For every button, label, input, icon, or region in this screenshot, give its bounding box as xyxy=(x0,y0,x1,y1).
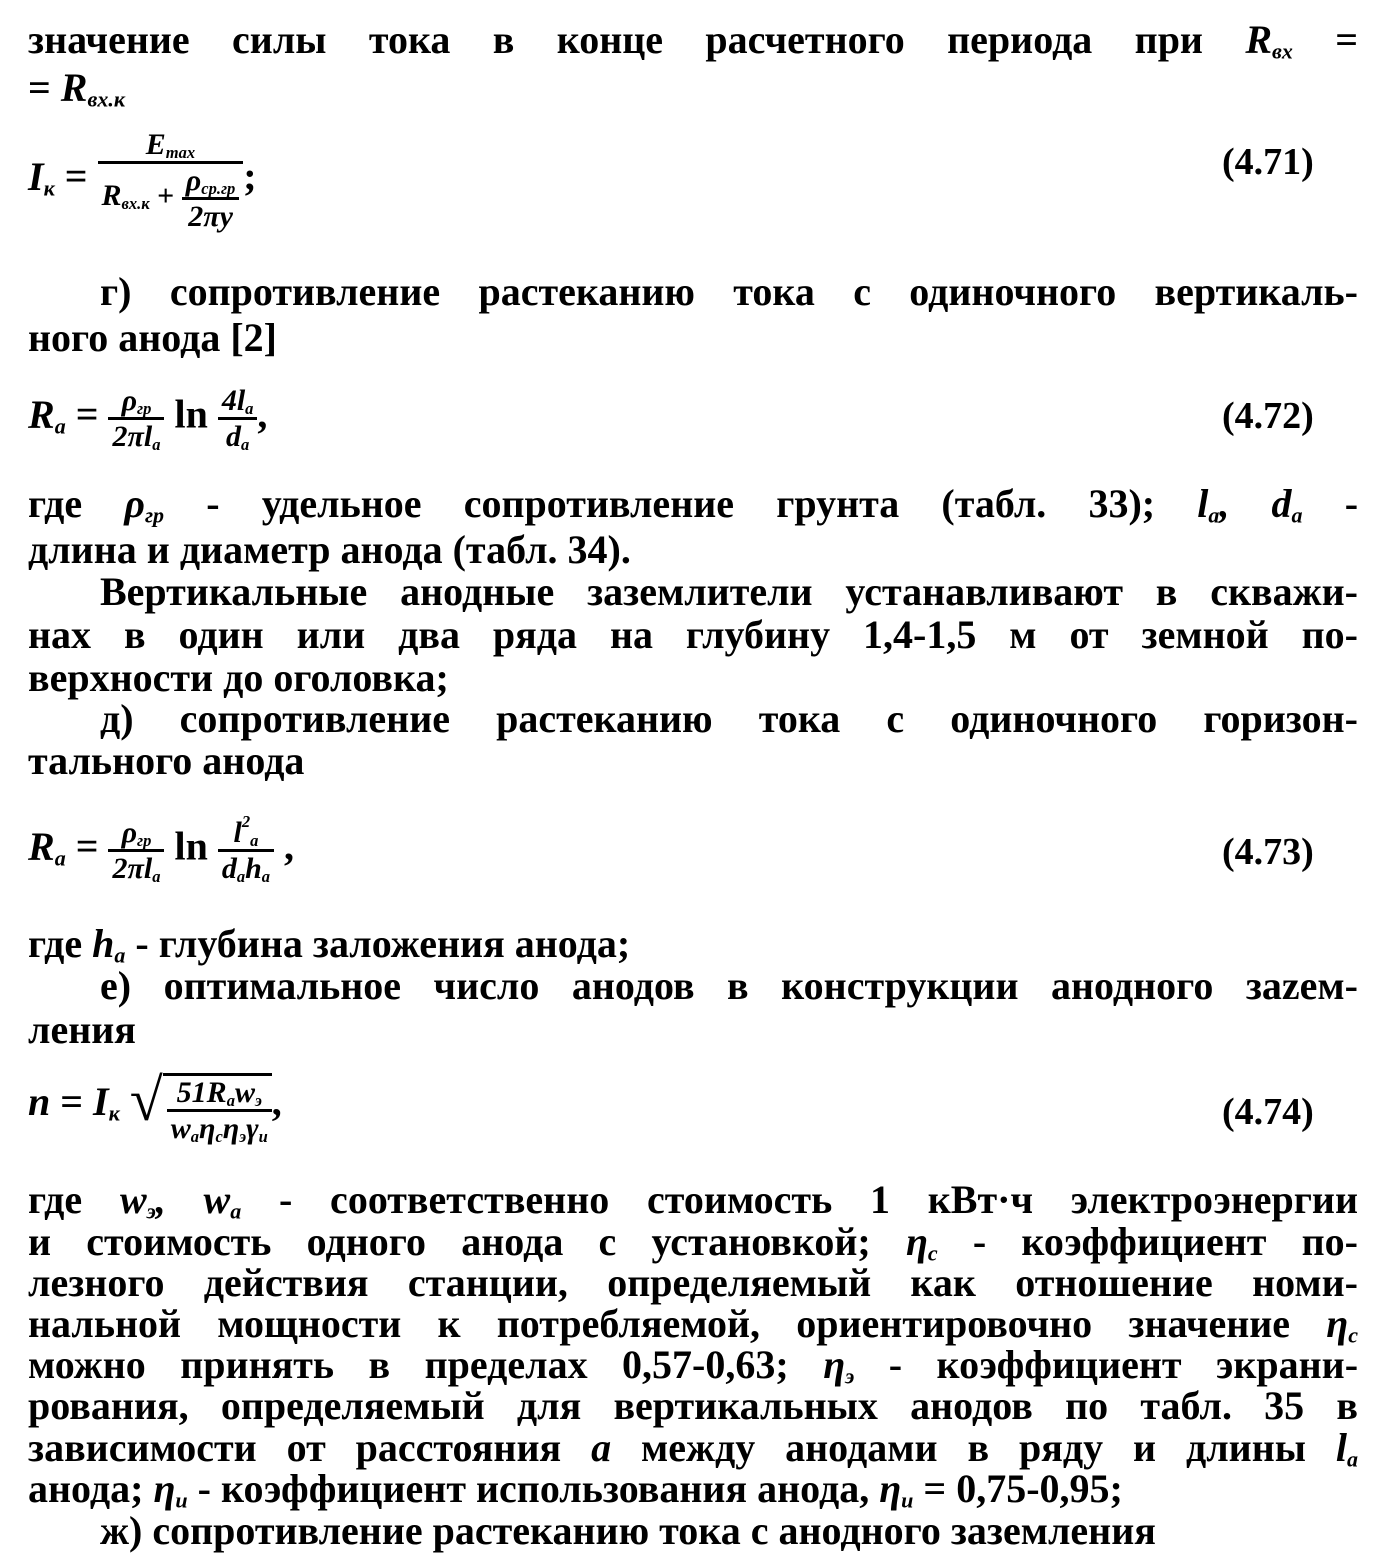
text-line: рования, определяемый для вертикальных анодов по табл. 35 в xyxy=(28,1383,1358,1428)
numerator: $E_{max}$ xyxy=(98,128,244,164)
text-line: где $w_э$, $w_а$ - соответственно стоимость 1 кВт·ч электроэнергии xyxy=(28,1177,1359,1224)
text-line: лезного действия станции, определяемый как отношение номи- xyxy=(28,1260,1358,1305)
text-line-2 xyxy=(28,66,1358,110)
sqrt-sign: √ $\frac{51R_аw_э}{w_а\eta_с\eta_э\gamma_и}$ xyxy=(130,1066,272,1145)
text-line: ления xyxy=(28,1007,136,1052)
equation-4-74: $n = I_к$ √ $\frac{51R_аw_э}{w_а\eta_с\eta_э\gamma_и}$ , xyxy=(28,1067,282,1147)
eq-lhs: $I_к$ xyxy=(28,153,55,201)
punct: ; xyxy=(243,153,257,199)
equation-4-71 xyxy=(28,128,257,233)
equation-number: (4.72) xyxy=(1222,395,1314,437)
equation-number: (4.71) xyxy=(1222,141,1314,183)
text-line: тального анода xyxy=(28,738,305,783)
text-line: е) оптимальное число анодов в конструкции анодного заzем- xyxy=(100,963,1358,1008)
text-line: длина и диаметр анода (табл. 34). xyxy=(28,527,631,572)
text-line: нальной мощности к потребляемой, ориентировочно значение $\eta_с$ xyxy=(28,1301,1359,1348)
text-line: где $\rho_{гр}$ - удельное сопротивление грунта (табл. 33); $l_а$, $d_а$ - xyxy=(28,481,1359,528)
text-line-1 xyxy=(28,18,1358,62)
text: значение силы тока в конце расчетного периода при xyxy=(28,17,1203,62)
text: = xyxy=(1335,17,1358,62)
text-line: и стоимость одного анода с установкой; $\eta_с$ - коэффициент по- xyxy=(28,1219,1358,1266)
fraction xyxy=(98,128,244,233)
symbol: $R_{вх}$ xyxy=(1245,17,1293,64)
fraction: $\frac{\rho_{гр}}{2\pi l_а}$ xyxy=(108,816,164,885)
text-line: ного анода [2] xyxy=(28,315,277,360)
fraction: $\frac{\rho_{гр}}{2\pi l_а}$ xyxy=(108,384,164,453)
text-line: нах в один или два ряда на глубину 1,4-1,5 м от земной по- xyxy=(28,612,1358,657)
fraction: $\frac{l^2_а}{d_аh_а}$ xyxy=(218,816,274,885)
text-line: Вертикальные анодные заземлители устанавливают в скважи- xyxy=(100,569,1358,614)
fraction: $\frac{51R_аw_э}{w_а\eta_с\eta_э\gamma_и}$ xyxy=(167,1076,272,1145)
equation-number: (4.73) xyxy=(1222,831,1314,873)
eq-sign: = xyxy=(64,153,88,199)
text-line: ж) сопротивление растеканию тока с анодного заземления xyxy=(100,1508,1156,1553)
text-line: г) сопротивление растеканию тока с одиночного вертикаль- xyxy=(100,269,1358,314)
text: = xyxy=(28,65,51,110)
text-line: анода; $\eta_и$ - коэффициент использования анода, $\eta_и = 0,75-0,95$; xyxy=(28,1466,1123,1513)
text-line: где $h_а$ - глубина заложения анода; xyxy=(28,921,631,968)
symbol: $R_{вх.к}$ xyxy=(60,65,125,112)
equation-number: (4.74) xyxy=(1222,1091,1314,1133)
equation-4-72: $R_а$ = $\frac{\rho_{гр}}{2\pi l_а}$ ln $\frac{4l_а}{d_а}$ , xyxy=(28,384,268,455)
fraction: $\frac{4l_а}{d_а}$ xyxy=(218,384,258,453)
text-line: д) сопротивление растеканию тока с одиночного горизон- xyxy=(100,696,1358,741)
inner-fraction: $\frac{\rho_{ср.гр}}{2\pi y}$ xyxy=(182,164,240,233)
text-line: зависимости от расстояния a между анодами в ряду и длины $l_а$ xyxy=(28,1425,1359,1472)
text-line: верхности до оголовка; xyxy=(28,655,449,700)
text-line: можно принять в пределах 0,57-0,63; $\eta_э$ - коэффициент экрани- xyxy=(28,1342,1359,1389)
equation-4-73: $R_а$ = $\frac{\rho_{гр}}{2\pi l_а}$ ln $\frac{l^2_а}{d_аh_а}$ , xyxy=(28,812,294,887)
denominator: $R_{вх.к}$ + $\frac{\rho_{ср.гр}}{2\pi y}$ xyxy=(98,164,244,233)
